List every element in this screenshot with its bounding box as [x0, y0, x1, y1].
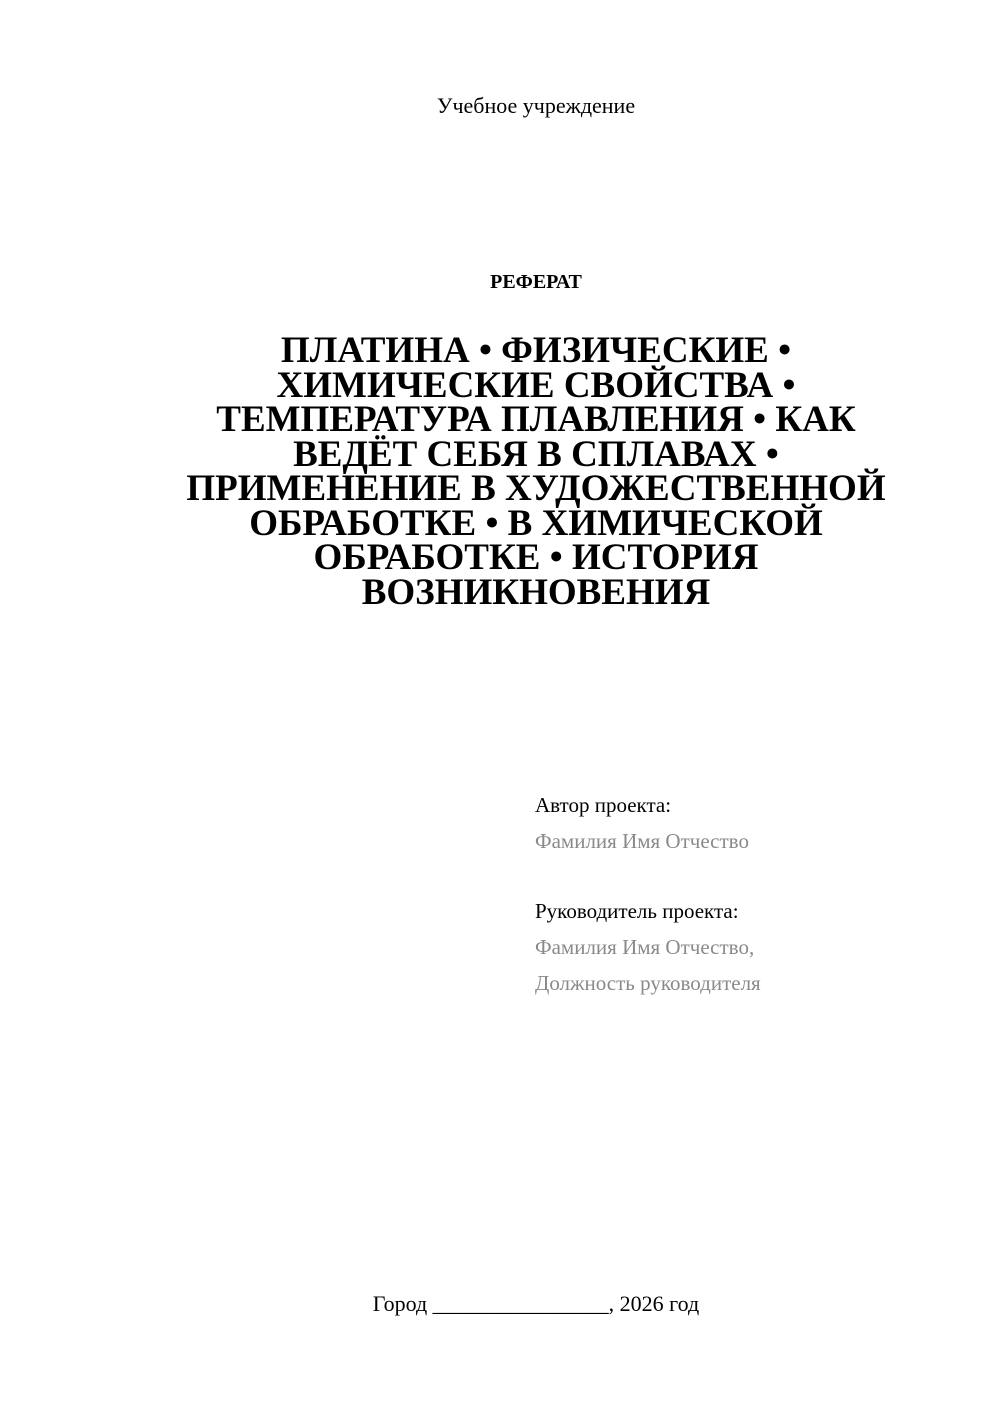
title-line: ХИМИЧЕСКИЕ СВОЙСТВА •	[276, 364, 796, 406]
title-line: ВОЗНИКНОВЕНИЯ	[361, 571, 711, 613]
city-year-footer: Город ________________, 2026 год	[372, 1291, 700, 1316]
title-line: ВЕДЁТ СЕБЯ В СПЛАВАХ •	[293, 433, 779, 475]
title-line: ОБРАБОТКЕ • В ХИМИЧЕСКОЙ	[249, 502, 823, 544]
title-line: ОБРАБОТКЕ • ИСТОРИЯ	[313, 537, 759, 578]
supervisor-label: Руководитель проекта:	[535, 899, 739, 923]
author-label: Автор проекта:	[535, 793, 672, 817]
author-name: Фамилия Имя Отчество	[535, 829, 749, 853]
supervisor-block	[535, 893, 975, 1001]
institution-name: Учебное учреждение	[436, 93, 636, 118]
supervisor-position: Должность руководителя	[535, 971, 761, 995]
title-line: ПРИМЕНЕНИЕ В ХУДОЖЕСТВЕННОЙ	[186, 468, 886, 509]
document-title	[150, 330, 922, 613]
supervisor-name: Фамилия Имя Отчество,	[535, 935, 755, 959]
title-line: ТЕМПЕРАТУРА ПЛАВЛЕНИЯ • КАК	[216, 399, 856, 440]
title-line: ПЛАТИНА • ФИЗИЧЕСКИЕ •	[280, 330, 792, 371]
document-type: РЕФЕРАТ	[490, 271, 582, 293]
author-block	[535, 787, 975, 859]
